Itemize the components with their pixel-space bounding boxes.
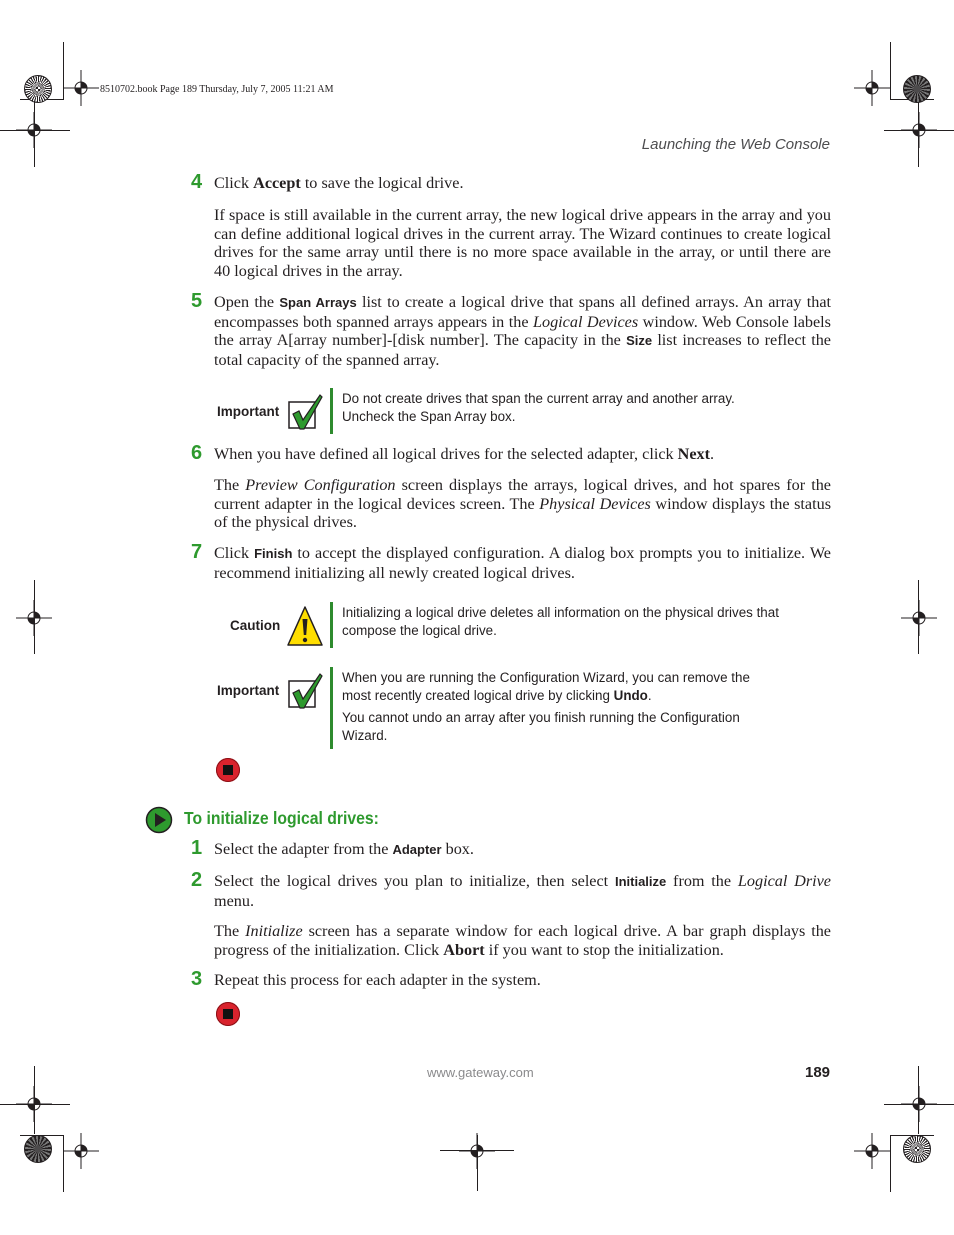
crosshair-registration-icon — [63, 70, 99, 106]
crosshair-registration-icon — [63, 1133, 99, 1169]
ui-term: Abort — [443, 940, 485, 959]
page-number: 189 — [805, 1064, 831, 1081]
step-number: 2 — [191, 869, 203, 891]
step-4-detail: If space is still available in the current array, the new logical drive appears in the array and you can define additional logical drives in the current array. The Wizard continues to create logical drives for the same array until there is no more space available in the array, or until there are 40 logical drives in the array. — [214, 206, 831, 281]
important-label: Important — [217, 683, 280, 698]
step-1-text: Select the adapter from the Adapter box. — [214, 840, 474, 858]
step-number: 5 — [191, 290, 203, 312]
important-note-text: When you are running the Configuration Wizard, you can remove the most recently created logical drive by clicking Undo. — [342, 670, 750, 703]
step-number: 7 — [191, 541, 203, 563]
crosshair-registration-icon — [901, 112, 937, 148]
step-2-text: Select the logical drives you plan to initialize, then select Initialize from the Logical Drive menu. — [214, 872, 831, 910]
ui-term: Undo — [613, 687, 648, 703]
step-6-text: When you have defined all logical drives for the selected adapter, click Next. — [214, 445, 715, 463]
checkmark-box-icon — [287, 392, 325, 432]
ui-term: Finish — [254, 546, 293, 561]
ui-term: Next — [677, 445, 711, 463]
note-divider — [330, 667, 333, 749]
crosshair-registration-icon — [16, 600, 52, 636]
step-4-text: Click Accept to save the logical drive. — [214, 174, 464, 192]
play-arrow-icon — [145, 806, 173, 834]
warning-triangle-icon — [286, 605, 324, 647]
crosshair-registration-icon — [901, 1086, 937, 1122]
running-header: Launching the Web Console — [641, 136, 830, 153]
crosshair-registration-icon — [901, 600, 937, 636]
important-note-text-2: You cannot undo an array after you finish running the Configuration Wizard. — [342, 710, 740, 743]
color-wheel-icon — [903, 75, 931, 103]
crosshair-registration-icon — [854, 1133, 890, 1169]
step-number: 4 — [191, 171, 203, 193]
stop-icon — [216, 758, 240, 782]
crosshair-registration-icon — [854, 70, 890, 106]
step-number: 1 — [191, 837, 203, 859]
color-wheel-icon — [903, 1135, 931, 1163]
crosshair-registration-icon — [16, 112, 52, 148]
note-divider — [330, 602, 333, 648]
caution-note-text: Initializing a logical drive deletes all information on the physical drives that compose the logical drive. — [342, 605, 779, 638]
step-5-text: Open the Span Arrays list to create a logical drive that spans all defined arrays. An array that encompasses both spanned arrays appears in the Logical Devices window. Web Console labels the array A[array number]-[disk number]. The capacity in the Size list increases to reflect the total capacity of the spanned array. — [214, 293, 832, 370]
caution-label: Caution — [230, 618, 281, 633]
step-number: 6 — [191, 442, 203, 464]
ui-term: Adapter — [392, 842, 442, 857]
ui-term: Accept — [253, 174, 301, 192]
color-wheel-icon — [24, 75, 52, 103]
important-note-text: Do not create drives that span the current array and another array. Uncheck the Span Array box. — [342, 391, 735, 424]
step-2-detail: The Initialize screen has a separate window for each logical drive. A bar graph displays the progress of the initialization. Click Abort if you want to stop the initialization. — [214, 922, 831, 959]
print-slug: 8510702.book Page 189 Thursday, July 7, 2005 11:21 AM — [100, 84, 334, 95]
procedure-heading: To initialize logical drives: — [184, 808, 379, 828]
footer-url: www.gateway.com — [427, 1065, 534, 1080]
important-label: Important — [217, 404, 280, 419]
step-number: 3 — [191, 968, 203, 990]
checkmark-box-icon — [287, 671, 325, 711]
crosshair-registration-icon — [459, 1133, 495, 1169]
step-7-text: Click Finish to accept the displayed configuration. A dialog box prompts you to initialize. We recommend initializing all newly created logical drives. — [214, 544, 831, 582]
step-3-text: Repeat this process for each adapter in the system. — [214, 971, 541, 989]
ui-term: Initialize — [614, 874, 667, 889]
note-divider — [330, 388, 333, 434]
ui-term: Size — [626, 333, 653, 349]
step-6-detail: The Preview Configuration screen displays the arrays, logical drives, and hot spares for the current adapter in the logical devices screen. The Physical Devices window displays the status of the physical drives. — [214, 476, 831, 532]
ui-term: Span Arrays — [279, 295, 357, 310]
color-wheel-icon — [24, 1135, 52, 1163]
crosshair-registration-icon — [16, 1086, 52, 1122]
stop-icon — [216, 1002, 240, 1026]
